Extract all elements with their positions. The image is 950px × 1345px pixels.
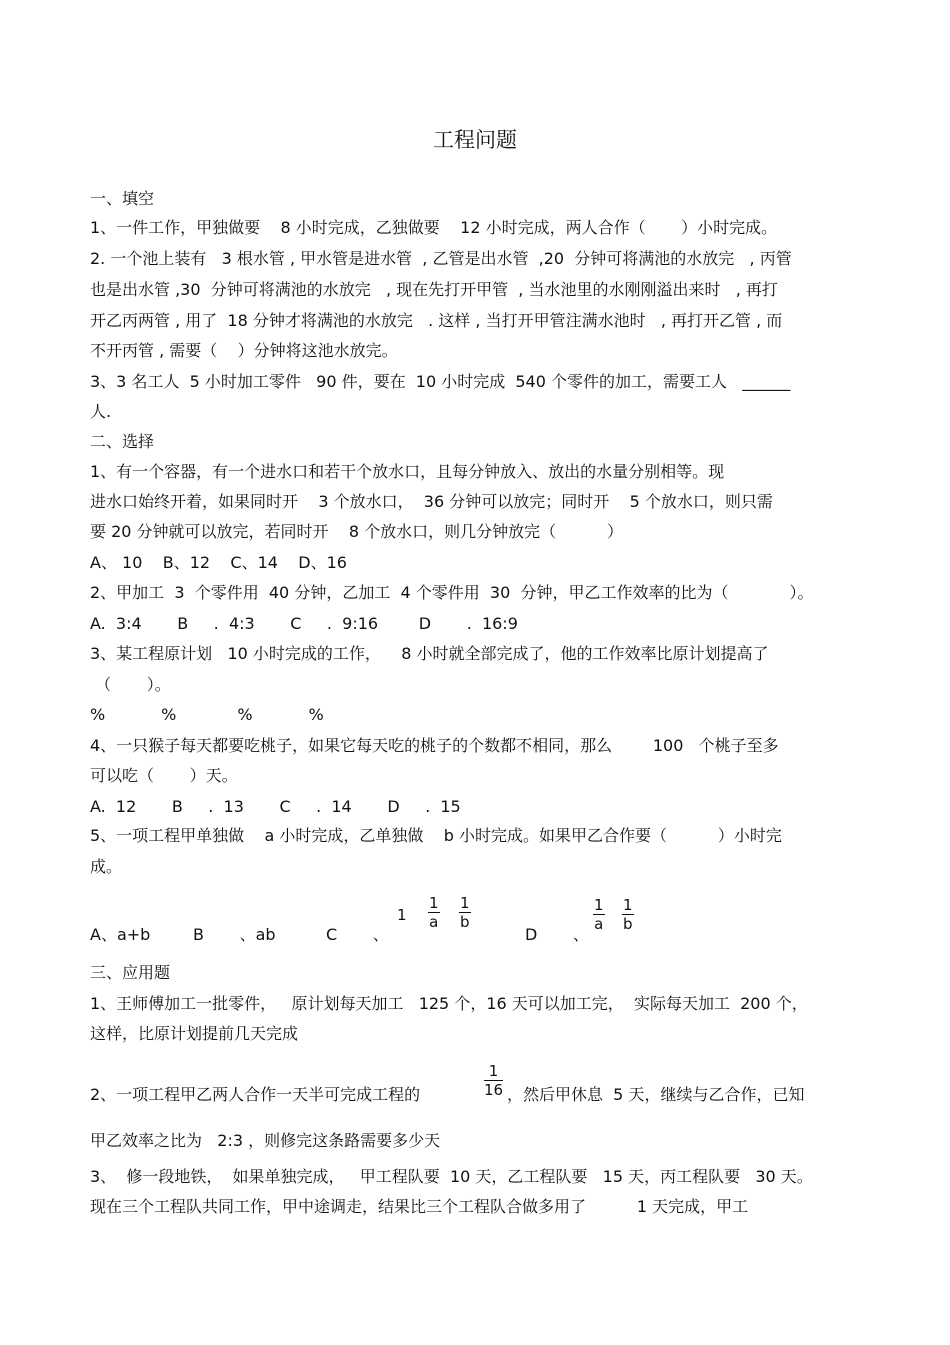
- choice-question-4-line-1: 4、一只猴子每天都要吃桃子，如果它每天吃的桃子的个数都不相同，那么 100 个桃子至多: [90, 736, 779, 755]
- choice-question-2-options: A. 3:4 B . 4:3 C . 9:16 D . 16:9: [90, 614, 518, 633]
- choice-question-1-line-3: 要 20 分钟就可以放完，若同时开 8 个放水口，则几分钟放完（ ）: [90, 522, 624, 541]
- choice-question-4-line-2: 可以吃（ ）天。: [90, 766, 238, 785]
- fill-question-1: 1、一件工作，甲独做要 8 小时完成，乙独做要 12 小时完成，两人合作（ ）小时完成。: [90, 218, 778, 237]
- fill-question-2-line-2: 也是出水管 ,30 分钟可将满池的水放完 , 现在先打开甲管 , 当水池里的水刚刚溢出来时 , 再打: [90, 280, 778, 299]
- page-title: 工程问题: [433, 128, 517, 152]
- fraction-numerator: 1: [623, 896, 633, 914]
- fill-question-2-line-4: 不开丙管 , 需要（ ）分钟将这池水放完。: [90, 341, 398, 360]
- fraction-numerator: 1: [594, 896, 604, 914]
- fraction-denominator: a: [594, 915, 604, 933]
- option-c-numerator-one: 1: [397, 906, 407, 924]
- option-c-fraction-1-over-b: [459, 894, 471, 931]
- fraction-denominator: 16: [484, 1081, 504, 1099]
- choice-question-1-options: A、 10 B、12 C、14 D、16: [90, 553, 347, 572]
- option-a: A、a+b: [90, 925, 151, 944]
- choice-question-1-line-2: 进水口始终开着，如果同时开 3 个放水口， 36 分钟可以放完；同时开 5 个放水口，则只需: [90, 492, 773, 511]
- choice-question-2: 2、甲加工 3 个零件用 40 分钟，乙加工 4 个零件用 30 分钟，甲乙工作效率的比为（ ）。: [90, 583, 814, 602]
- application-question-2-text-before-fraction: 2、一项工程甲乙两人合作一天半可完成工程的: [90, 1085, 421, 1104]
- fraction-denominator: b: [460, 913, 470, 931]
- option-d-fraction-1-over-a: [593, 896, 605, 933]
- option-d-label: D 、: [525, 925, 589, 944]
- section-heading-application: 三、应用题: [90, 963, 171, 982]
- choice-question-1-line-1: 1、有一个容器，有一个进水口和若干个放水口，且每分钟放入、放出的水量分别相等。现: [90, 462, 725, 481]
- choice-question-3-line-1: 3、某工程原计划 10 小时完成的工作， 8 小时就全部完成了，他的工作效率比原计划提高了: [90, 644, 769, 663]
- application-question-2-fraction: [484, 1062, 503, 1099]
- application-question-1-line-1: 1、王师傅加工一批零件， 原计划每天加工 125 个，16 天可以加工完， 实际每天加工 200 个，: [90, 994, 808, 1013]
- choice-question-4-options: A. 12 B . 13 C . 14 D . 15: [90, 797, 461, 816]
- option-b: B 、ab: [193, 925, 276, 944]
- section-heading-fill: 一、填空: [90, 189, 155, 208]
- fill-question-3-line-1: 3、3 名工人 5 小时加工零件 90 件，要在 10 小时完成 540 个零件的加工，需要工人 ______: [90, 372, 791, 391]
- application-question-2-text-after-fraction: ，然后甲休息 5 天，继续与乙合作，已知: [507, 1085, 805, 1104]
- option-c-label: C 、: [326, 925, 389, 944]
- application-question-1-line-2: 这样，比原计划提前几天完成: [90, 1024, 299, 1043]
- fraction-denominator: a: [429, 913, 439, 931]
- option-d-fraction-1-over-b: [622, 896, 634, 933]
- option-c-fraction-1-over-a: [428, 894, 440, 931]
- fraction-denominator: b: [623, 915, 633, 933]
- application-question-2-line-2: 甲乙效率之比为 2:3 ，则修完这条路需要多少天: [90, 1131, 441, 1150]
- section-heading-choice: 二、选择: [90, 432, 155, 451]
- choice-question-3-line-2: （ ）。: [90, 675, 171, 694]
- fraction-numerator: 1: [484, 1062, 503, 1081]
- fraction-numerator: 1: [429, 894, 439, 912]
- application-question-3-line-2: 现在三个工程队共同工作，甲中途调走，结果比三个工程队合做多用了 1 天完成，甲工: [90, 1197, 749, 1216]
- fill-question-2-line-3: 开乙丙两管 , 用了 18 分钟才将满池的水放完 . 这样 , 当打开甲管注满水池时 , 再打开乙管 , 而: [90, 311, 783, 330]
- application-question-3-line-1: 3、 修一段地铁， 如果单独完成， 甲工程队要 10 天，乙工程队要 15 天，丙工程队要 30 天。: [90, 1167, 813, 1186]
- choice-question-3-options: % % % %: [90, 705, 324, 724]
- fill-question-2-line-1: 2. 一个池上装有 3 根水管 , 甲水管是进水管 , 乙管是出水管 ,20 分钟可将满池的水放完 , 丙管: [90, 249, 792, 268]
- choice-question-5-line-1: 5、一项工程甲单独做 a 小时完成，乙单独做 b 小时完成。如果甲乙合作要（ ）小时完: [90, 826, 782, 845]
- fill-question-3-line-2: 人.: [90, 402, 112, 421]
- choice-question-5-line-2: 成。: [90, 857, 123, 876]
- fraction-numerator: 1: [460, 894, 470, 912]
